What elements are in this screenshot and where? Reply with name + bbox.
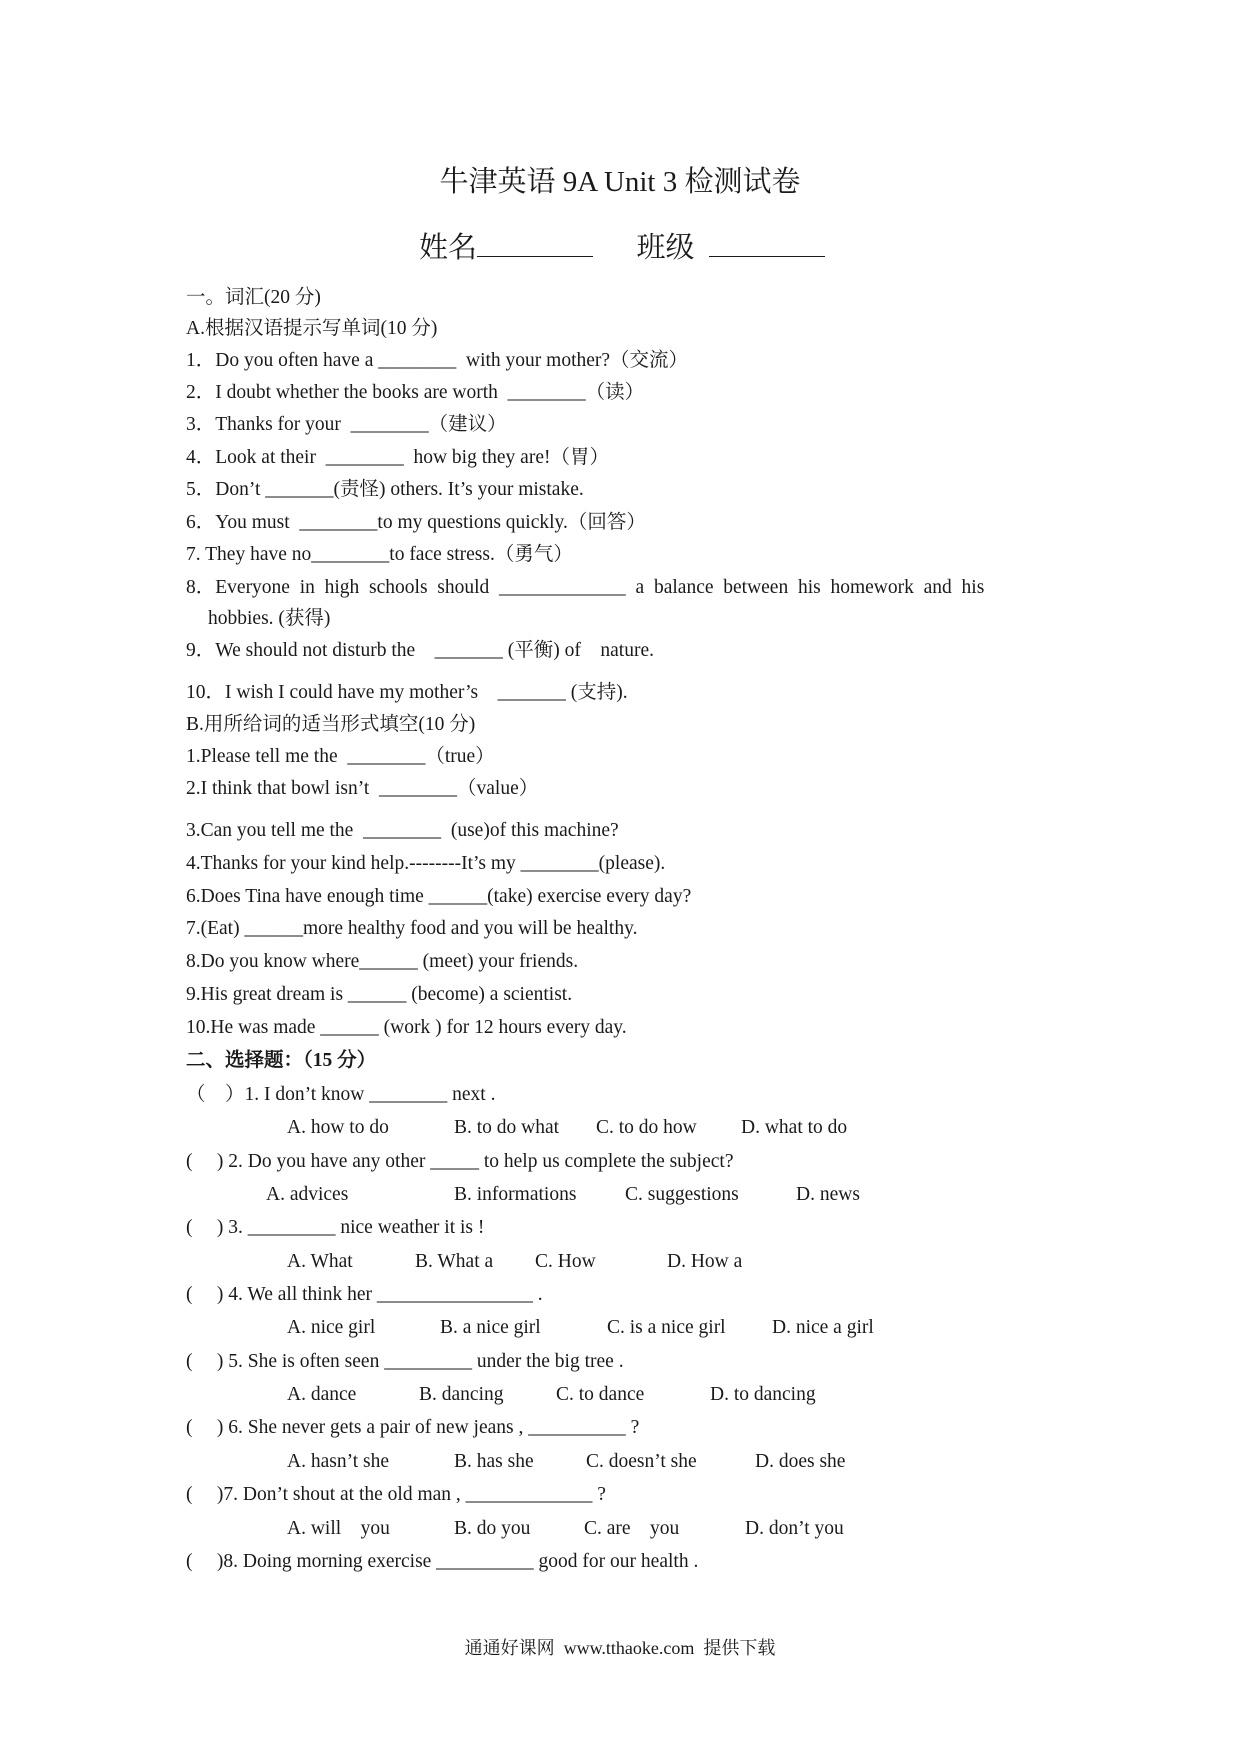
vocab-b-line-6: 6.Does Tina have enough time ______(take) exercise every day? bbox=[186, 886, 692, 907]
vocab-b-line-10: 10.He was made ______ (work ) for 12 hours every day. bbox=[186, 1017, 627, 1038]
mc-option[interactable]: B. a nice girl bbox=[440, 1317, 541, 1338]
mc-option[interactable]: B. to do what bbox=[454, 1117, 560, 1138]
vocab-b-line-3: 3.Can you tell me the ________ (use)of this machine? bbox=[186, 820, 619, 841]
mc-option[interactable]: D. what to do bbox=[741, 1117, 848, 1138]
vocab-b-line-7: 7.(Eat) ______more healthy food and you will be healthy. bbox=[186, 918, 638, 939]
vocab-a-line-6: 6．You must ________to my questions quickly.（回答） bbox=[186, 512, 646, 533]
mc-question-7: ( )7. Don’t shout at the old man , _____________ ? bbox=[186, 1484, 606, 1505]
mc-option[interactable]: C. are you bbox=[584, 1518, 680, 1539]
mc-option[interactable]: B. informations bbox=[454, 1184, 577, 1205]
mc-option[interactable]: A. nice girl bbox=[287, 1317, 376, 1338]
mc-question-5: ( ) 5. She is often seen _________ under the big tree . bbox=[186, 1351, 624, 1372]
mc-option[interactable]: A. will you bbox=[287, 1518, 390, 1539]
mc-option[interactable]: C. How bbox=[535, 1251, 596, 1272]
mc-option[interactable]: A. how to do bbox=[287, 1117, 389, 1138]
vocab-b-line-1: 1.Please tell me the ________（true） bbox=[186, 746, 495, 767]
mc-question-2: ( ) 2. Do you have any other _____ to help us complete the subject? bbox=[186, 1151, 734, 1172]
section2-heading: 二、选择题：（15 分） bbox=[186, 1050, 377, 1071]
vocab-a-line-3: 3．Thanks for your ________（建议） bbox=[186, 414, 507, 435]
mc-option[interactable]: C. to dance bbox=[556, 1384, 645, 1405]
vocab-a-line-7: 7. They have no________to face stress.（勇气） bbox=[186, 544, 573, 565]
vocab-a-line-1: 1．Do you often have a ________ with your mother?（交流） bbox=[186, 350, 689, 371]
section1-partB-heading: B.用所给词的适当形式填空(10 分) bbox=[186, 714, 476, 735]
mc-option[interactable]: D. don’t you bbox=[745, 1518, 844, 1539]
section1-partA-heading: A.根据汉语提示写单词(10 分) bbox=[186, 318, 438, 339]
vocab-b-line-4: 4.Thanks for your kind help.--------It’s my ________(please). bbox=[186, 853, 666, 874]
mc-option[interactable]: D. does she bbox=[755, 1451, 846, 1472]
mc-option[interactable]: D. to dancing bbox=[710, 1384, 816, 1405]
name-blank[interactable] bbox=[477, 255, 593, 257]
mc-option[interactable]: B. What a bbox=[415, 1251, 494, 1272]
vocab-b-line-9: 9.His great dream is ______ (become) a scientist. bbox=[186, 984, 573, 1005]
mc-option[interactable]: B. do you bbox=[454, 1518, 531, 1539]
vocab-a-line-8-cont: hobbies. (获得) bbox=[208, 608, 331, 629]
section1-heading: 一。词汇(20 分) bbox=[186, 287, 321, 308]
mc-option[interactable]: C. is a nice girl bbox=[607, 1317, 726, 1338]
vocab-a-line-4: 4．Look at their ________ how big they are!（胃） bbox=[186, 447, 609, 468]
mc-option[interactable]: A. dance bbox=[287, 1384, 357, 1405]
mc-question-8: ( )8. Doing morning exercise __________ good for our health . bbox=[186, 1551, 699, 1572]
mc-option[interactable]: C. to do how bbox=[596, 1117, 697, 1138]
mc-option[interactable]: A. advices bbox=[266, 1184, 349, 1205]
name-class-row bbox=[419, 230, 825, 266]
page-title: 牛津英语 9A Unit 3 检测试卷 bbox=[439, 166, 801, 198]
mc-question-4: ( ) 4. We all think her ________________ . bbox=[186, 1284, 543, 1305]
mc-option[interactable]: C. suggestions bbox=[625, 1184, 739, 1205]
mc-option[interactable]: D. nice a girl bbox=[772, 1317, 874, 1338]
vocab-b-line-8: 8.Do you know where______ (meet) your friends. bbox=[186, 951, 579, 972]
mc-question-6: ( ) 6. She never gets a pair of new jeans , __________ ? bbox=[186, 1417, 640, 1438]
vocab-a-line-8: 8．Everyone in high schools should _____________ a balance between his homework and his bbox=[186, 577, 985, 598]
vocab-b-line-2: 2.I think that bowl isn’t ________（value） bbox=[186, 778, 539, 799]
mc-option[interactable]: D. news bbox=[796, 1184, 860, 1205]
vocab-a-line-10: 10．I wish I could have my mother’s _______ (支持). bbox=[186, 682, 628, 703]
mc-option[interactable]: C. doesn’t she bbox=[586, 1451, 697, 1472]
mc-question-1: （ ）1. I don’t know ________ next . bbox=[186, 1084, 496, 1105]
mc-option[interactable]: A. hasn’t she bbox=[287, 1451, 390, 1472]
class-blank[interactable] bbox=[709, 255, 825, 257]
vocab-a-line-5: 5．Don’t _______(责怪) others. It’s your mistake. bbox=[186, 479, 584, 500]
footer-download-credit: 通通好课网 www.tthaoke.com 提供下载 bbox=[464, 1638, 776, 1658]
mc-question-3: ( ) 3. _________ nice weather it is ! bbox=[186, 1217, 485, 1238]
vocab-a-line-2: 2．I doubt whether the books are worth ________（读） bbox=[186, 382, 645, 403]
mc-option[interactable]: A. What bbox=[287, 1251, 353, 1272]
name-label: 姓名 bbox=[419, 232, 478, 264]
class-label: 班级 bbox=[636, 232, 695, 264]
mc-option[interactable]: B. dancing bbox=[419, 1384, 504, 1405]
mc-option[interactable]: B. has she bbox=[454, 1451, 534, 1472]
mc-option[interactable]: D. How a bbox=[667, 1251, 743, 1272]
vocab-a-line-9: 9．We should not disturb the _______ (平衡) of nature. bbox=[186, 640, 654, 661]
